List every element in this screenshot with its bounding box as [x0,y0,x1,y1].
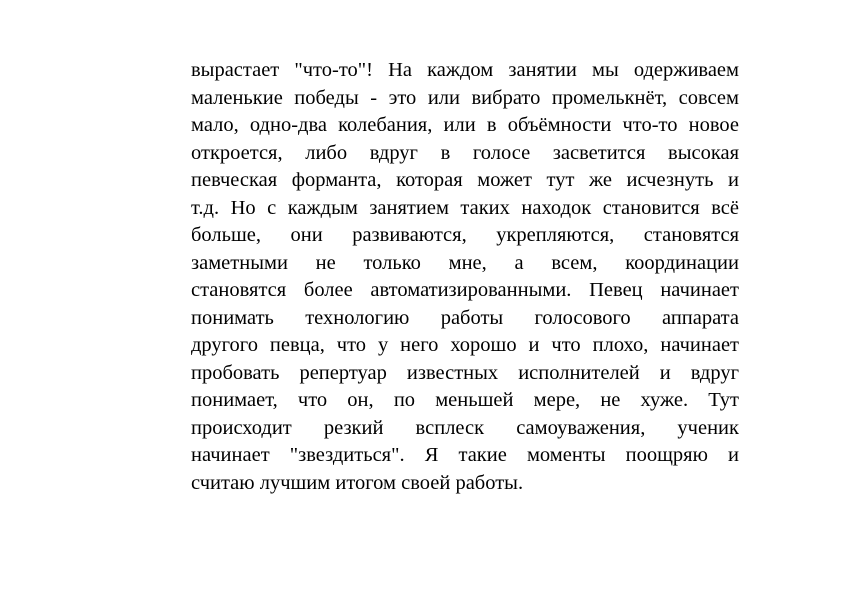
text-line: другого певца, что у него хорошо и что плохо, начинает [191,334,739,356]
text-line: понимать технологию работы голосового аппарата [191,306,739,329]
text-line: пробовать репертуар известных исполнителей и вдруг [191,361,739,384]
text-line: откроется, либо вдруг в голосе засветится высокая [191,141,739,164]
text-line: больше, они развиваются, укрепляются, становятся [191,224,739,246]
text-line: заметными не только мне, а всем, координации [191,251,739,274]
text-line: мало, одно-два колебания, или в объёмности что-то новое [191,114,739,136]
text-line: происходит резкий всплеск самоуважения, ученик [191,416,739,439]
body-paragraph [191,57,739,497]
text-line: становятся более автоматизированными. Певец начинает [191,279,739,301]
text-line: понимает, что он, по меньшей мере, не хуже. Тут [191,389,739,411]
text-line: вырастает "что-то"! На каждом занятии мы одерживаем [191,59,739,81]
text-line: т.д. Но с каждым занятием таких находок становится всё [191,196,739,219]
text-line: считаю лучшим итогом своей работы. [191,471,524,494]
text-line: певческая форманта, которая может тут же исчезнуть и [191,169,739,191]
text-line: маленькие победы - это или вибрато промелькнёт, совсем [191,86,739,109]
text-line: начинает "звездиться". Я такие моменты поощряю и [191,444,739,466]
